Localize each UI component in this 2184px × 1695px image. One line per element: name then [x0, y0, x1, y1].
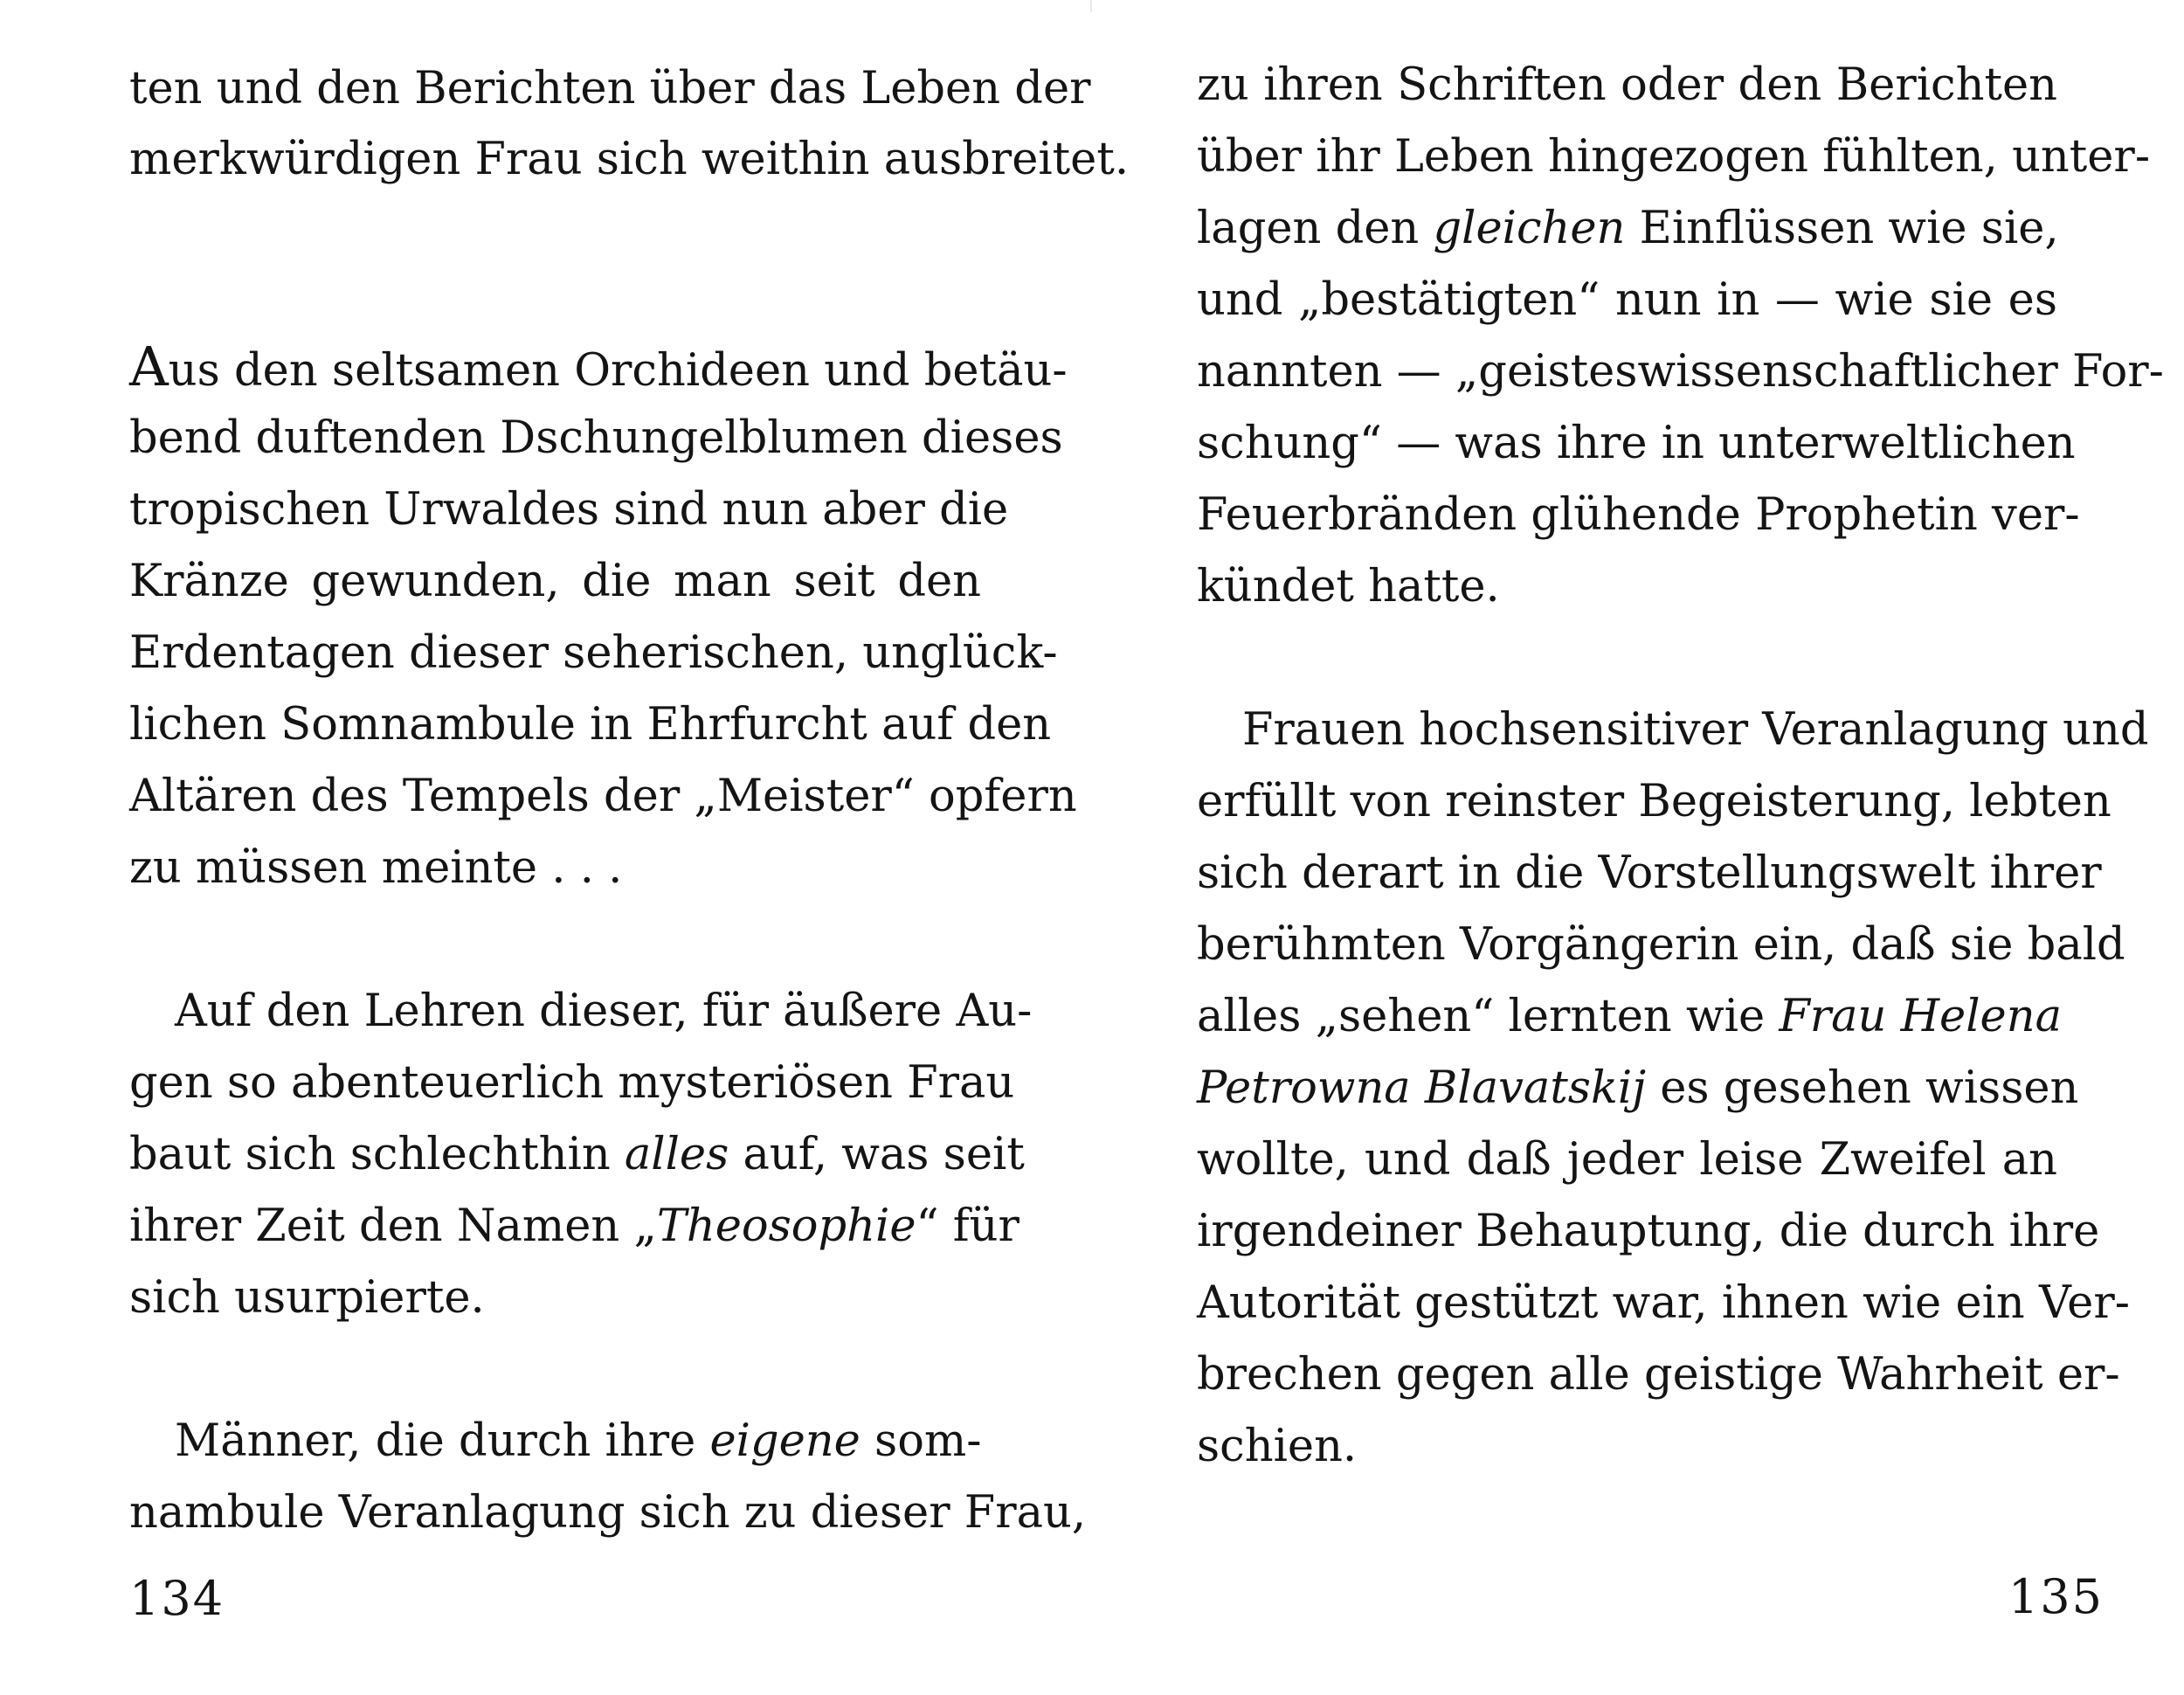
text-line: und „bestätigten“ nun in — wie sie es	[1197, 274, 2057, 326]
text-line: baut sich schlechthin alles auf, was seit	[129, 1129, 1025, 1180]
page-number: 135	[2008, 1569, 2104, 1624]
text-line: Petrowna Blavatskij es gesehen wissen	[1197, 1062, 2079, 1114]
emphasis: gleichen	[1433, 203, 1626, 254]
text-line: brechen gegen alle geistige Wahrheit er-	[1197, 1349, 2120, 1401]
text-line: ihrer Zeit den Namen „Theosophie“ für	[129, 1200, 1019, 1252]
text-line: Aus den seltsamen Orchideen und betäu-	[129, 335, 1068, 398]
text-line: Altären des Tempels der „Meister“ opfern	[129, 771, 1077, 822]
text-line: schien.	[1197, 1421, 1358, 1472]
text-line: wollte, und daß jeder leise Zweifel an	[1197, 1134, 2057, 1186]
emphasis: Theosophie	[656, 1200, 916, 1252]
text-line: nannten — „geisteswissenschaftlicher For-	[1197, 346, 2164, 398]
text-line: Männer, die durch ihre eigene som-	[175, 1415, 982, 1467]
drop-cap: A	[129, 335, 169, 398]
emphasis: Frau Helena	[1779, 991, 2062, 1042]
text-line: Auf den Lehren dieser, für äußere Au-	[175, 986, 1033, 1037]
text-line: tropischen Urwaldes sind nun aber die	[129, 484, 1009, 536]
emphasis: alles	[624, 1129, 729, 1180]
text-line: zu ihren Schriften oder den Berichten	[1197, 59, 2057, 111]
text-line: berühmten Vorgängerin ein, daß sie bald	[1197, 919, 2125, 971]
emphasis: Petrowna Blavatskij	[1197, 1062, 1647, 1114]
text-line: alles „sehen“ lernten wie Frau Helena	[1197, 991, 2062, 1042]
text-line: zu müssen meinte . . .	[129, 842, 623, 894]
text-line: sich derart in die Vorstellungswelt ihrer	[1197, 848, 2102, 899]
text-line: irgendeiner Behauptung, die durch ihre	[1197, 1206, 2100, 1257]
text-line: Erdentagen dieser seherischen, unglück-	[129, 627, 1058, 679]
text-line: bend duftenden Dschungelblumen dieses	[129, 412, 1063, 464]
right-page	[1092, 0, 2184, 1695]
page-number: 134	[129, 1571, 225, 1626]
text-line: kündet hatte.	[1197, 561, 1500, 612]
text-line: Frauen hochsensitiver Veranlagung und	[1242, 704, 2149, 756]
emphasis: eigene	[709, 1415, 860, 1467]
text-line: merkwürdigen Frau sich weithin ausbreitet.	[129, 134, 1130, 185]
text-line: erfüllt von reinster Begeisterung, lebten	[1197, 776, 2111, 827]
text-line: schung“ — was ihre in unterweltlichen	[1197, 418, 2076, 469]
text-line: lagen den gleichen Einflüssen wie sie,	[1197, 203, 2059, 254]
text-line: über ihr Leben hingezogen fühlten, unter-	[1197, 131, 2151, 183]
text-line: ten und den Berichten über das Leben der	[129, 63, 1091, 114]
text-line: nambule Veranlagung sich zu dieser Frau,	[129, 1487, 1087, 1539]
text-line: Autorität gestützt war, ihnen wie ein Ver-	[1197, 1277, 2130, 1329]
text-line: sich usurpierte.	[129, 1272, 485, 1324]
text-line: Feuerbränden glühende Prophetin ver-	[1197, 489, 2080, 541]
text-line: gen so abenteuerlich mysteriösen Frau	[129, 1057, 1015, 1109]
text-line: lichen Somnambule in Ehrfurcht auf den	[129, 699, 1052, 751]
text-line: Kränze gewunden, die man seit den	[129, 556, 981, 607]
